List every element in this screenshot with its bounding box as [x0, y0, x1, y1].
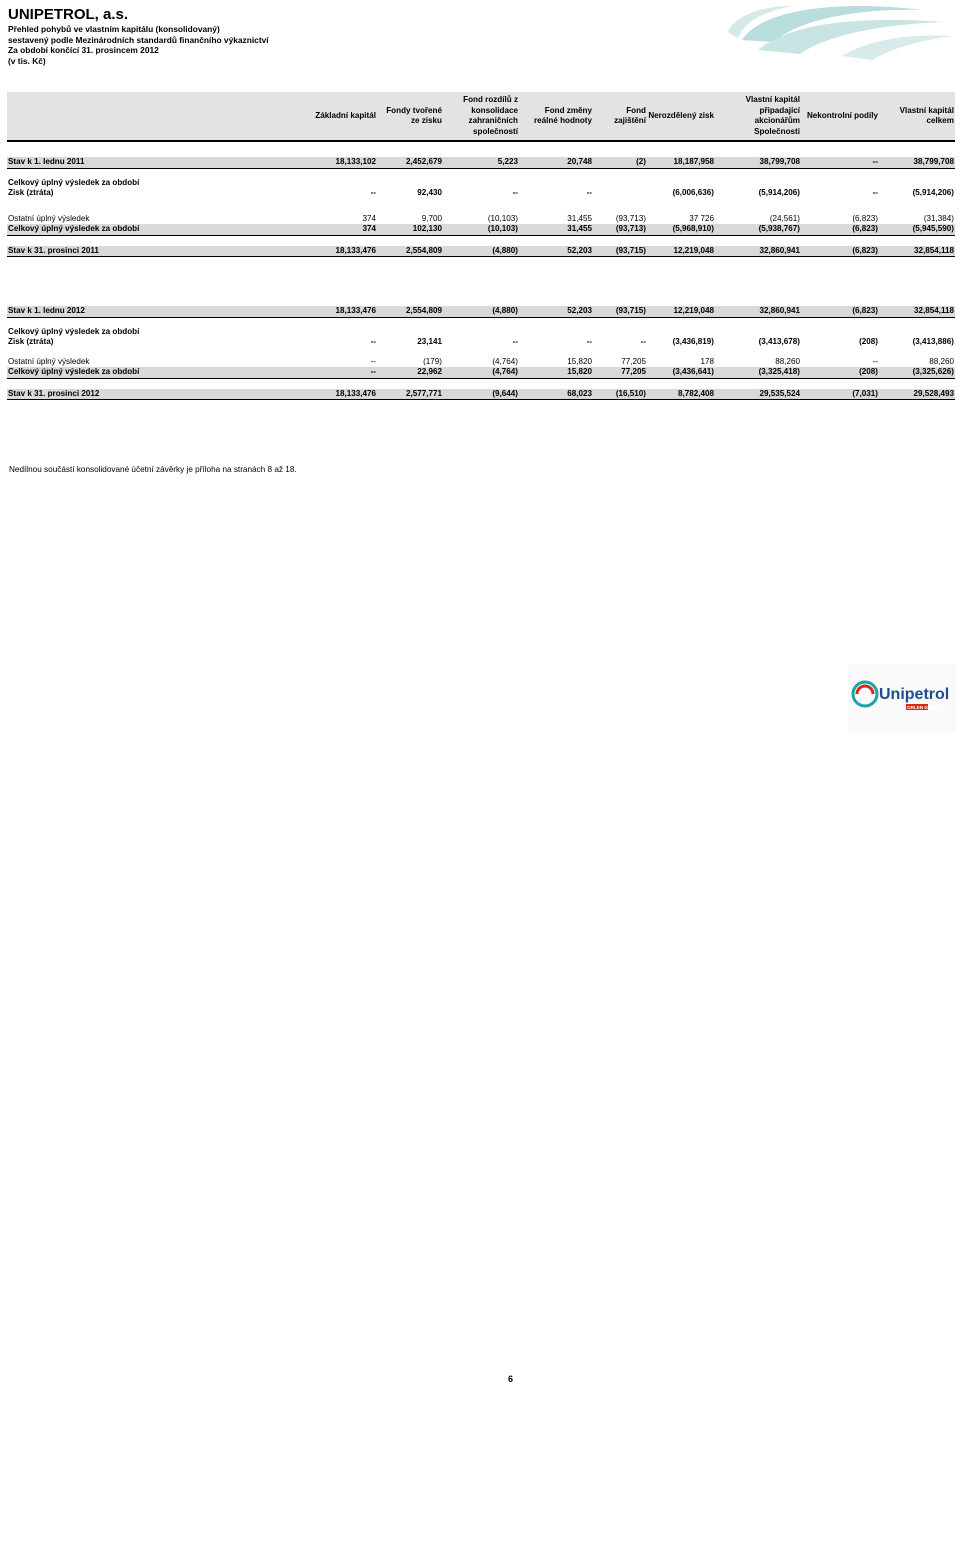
value-cell: (93,715)	[593, 306, 647, 317]
value-cell: 18,133,476	[315, 246, 377, 257]
header-label-cell	[7, 92, 315, 141]
value-cell	[801, 327, 879, 338]
value-cell: (3,436,641)	[647, 367, 715, 378]
value-cell: --	[872, 188, 878, 197]
table-row	[7, 367, 955, 378]
value-cell: 2,554,809	[377, 306, 443, 317]
value-cell: (31,384)	[923, 213, 954, 223]
value-cell: 32,854,118	[879, 306, 955, 317]
row-label: Stav k 31. prosinci 2011	[7, 246, 315, 257]
table-row	[7, 357, 955, 368]
value-cell: --	[512, 337, 518, 346]
value-cell: (4,880)	[443, 306, 519, 317]
value-cell: (6,823)	[801, 224, 879, 235]
value-cell: 2,577,771	[377, 389, 443, 400]
row-label: Celkový úplný výsledek za období	[8, 177, 140, 187]
value-cell: (10,103)	[443, 224, 519, 235]
col-header-retained-funds: Fondy tvořené ze zisku	[377, 92, 443, 141]
value-cell: (5,945,590)	[879, 224, 955, 235]
value-cell: (2)	[593, 157, 647, 168]
value-cell: 68,023	[519, 389, 593, 400]
value-cell	[443, 178, 519, 189]
table-row	[7, 214, 955, 225]
value-cell: 12,219,048	[647, 246, 715, 257]
value-cell	[647, 327, 715, 338]
value-cell: 32,854,118	[879, 246, 955, 257]
value-cell	[715, 178, 801, 189]
value-cell: (9,644)	[443, 389, 519, 400]
value-cell	[377, 327, 443, 338]
value-cell: (7,031)	[801, 389, 879, 400]
statement-title: Přehled pohybů ve vlastním kapitálu (konsolidovaný)	[8, 24, 220, 34]
value-cell	[647, 178, 715, 189]
statement-units: (v tis. Kč)	[8, 55, 46, 66]
value-cell: (10,103)	[487, 213, 518, 223]
value-cell: (6,823)	[801, 306, 879, 317]
value-cell: --	[586, 188, 592, 197]
row-label: Celkový úplný výsledek za období	[7, 367, 315, 378]
value-cell	[377, 178, 443, 189]
value-cell: 88,260	[929, 356, 954, 366]
value-cell: (179)	[423, 356, 442, 366]
value-cell: (4,764)	[492, 356, 518, 366]
value-cell: (4,880)	[443, 246, 519, 257]
value-cell	[593, 327, 647, 338]
value-cell: 8,782,408	[647, 389, 715, 400]
value-cell: 52,203	[519, 306, 593, 317]
col-header-total-equity: Vlastní kapitál celkem	[879, 92, 955, 141]
value-cell: 38,799,708	[879, 157, 955, 168]
statement-basis: sestavený podle Mezinárodních standardů finančního výkaznictví	[8, 34, 269, 45]
value-cell	[801, 178, 879, 189]
value-cell: (4,764)	[443, 367, 519, 378]
table-row	[7, 389, 955, 400]
value-cell: (3,325,418)	[715, 367, 801, 378]
value-cell: 5,223	[443, 157, 519, 168]
value-cell: (24,561)	[769, 213, 800, 223]
col-header-hedging-fund: Fond zajištění	[593, 92, 647, 141]
value-cell: 374	[315, 224, 377, 235]
value-cell: --	[586, 337, 592, 346]
value-cell: 12,219,048	[647, 306, 715, 317]
value-cell: 2,452,679	[377, 157, 443, 168]
value-cell: 9,700	[421, 213, 442, 223]
row-label: Zisk (ztráta)	[8, 337, 54, 346]
table-row	[7, 224, 955, 235]
value-cell: 20,748	[519, 157, 593, 168]
value-cell: --	[370, 337, 376, 346]
value-cell: --	[801, 157, 879, 168]
value-cell: --	[872, 356, 878, 366]
value-cell: 37 726	[689, 213, 714, 223]
table-row	[7, 157, 955, 168]
value-cell: (208)	[801, 367, 879, 378]
value-cell	[715, 327, 801, 338]
value-cell: 77,205	[621, 356, 646, 366]
value-cell: 92,430	[417, 188, 442, 197]
row-label: Zisk (ztráta)	[8, 188, 54, 197]
equity-movements-table	[7, 92, 955, 400]
value-cell: 31,455	[519, 224, 593, 235]
value-cell: --	[512, 188, 518, 197]
company-name: UNIPETROL, a.s.	[8, 6, 129, 23]
table-row	[7, 327, 955, 338]
statement-period: Za období končící 31. prosincem 2012	[8, 45, 159, 55]
logo-text: Unipetrol	[879, 686, 950, 703]
table-row	[7, 188, 955, 199]
value-cell: (208)	[859, 337, 878, 346]
row-label: Ostatní úplný výsledek	[8, 213, 90, 223]
value-cell: --	[370, 356, 376, 366]
col-header-retained-earnings: Nerozdělený zisk	[647, 92, 715, 141]
value-cell: 18,133,102	[315, 157, 377, 168]
unipetrol-logo	[848, 664, 956, 732]
value-cell: 102,130	[377, 224, 443, 235]
value-cell: (93,715)	[593, 246, 647, 257]
row-label: Stav k 1. lednu 2012	[7, 306, 315, 317]
value-cell	[315, 327, 377, 338]
value-cell: 88,260	[775, 356, 800, 366]
value-cell: (3,413,678)	[758, 337, 800, 346]
value-cell	[443, 327, 519, 338]
value-cell: (5,938,767)	[715, 224, 801, 235]
value-cell	[879, 178, 955, 189]
value-cell	[593, 188, 647, 199]
col-header-fair-value-fund: Fond změny reálné hodnoty	[519, 92, 593, 141]
value-cell: --	[370, 188, 376, 197]
row-label: Stav k 31. prosinci 2012	[7, 389, 315, 400]
col-header-non-controlling: Nekontrolní podíly	[801, 92, 879, 141]
col-header-basic-capital: Základní kapitál	[315, 92, 377, 141]
value-cell: 77,205	[593, 367, 647, 378]
value-cell: 52,203	[519, 246, 593, 257]
decorative-swirl-graphic	[722, 2, 954, 62]
footnote: Nedílnou součástí konsolidované účetní závěrky je příloha na stranách 8 až 18.	[9, 465, 297, 474]
table-row	[7, 306, 955, 317]
value-cell: 29,528,493	[879, 389, 955, 400]
value-cell: (3,325,626)	[879, 367, 955, 378]
value-cell: 18,133,476	[315, 389, 377, 400]
row-label: Celkový úplný výsledek za období	[8, 326, 140, 336]
value-cell: (16,510)	[593, 389, 647, 400]
value-cell	[519, 327, 593, 338]
value-cell: (6,823)	[852, 213, 878, 223]
row-label: Stav k 1. lednu 2011	[7, 157, 315, 168]
value-cell: (3,436,819)	[672, 337, 714, 346]
row-label: Ostatní úplný výsledek	[8, 356, 90, 366]
value-cell: (5,914,206)	[912, 188, 954, 197]
value-cell: 15,820	[519, 367, 593, 378]
table-row	[7, 337, 955, 348]
unipetrol-logo-icon	[848, 664, 956, 732]
table-row	[7, 178, 955, 189]
value-cell: 2,554,809	[377, 246, 443, 257]
document-header	[8, 6, 269, 66]
value-cell: --	[315, 367, 377, 378]
value-cell: (5,914,206)	[758, 188, 800, 197]
col-header-equity-shareholders: Vlastní kapitál připadající akcionářům Společnosti	[715, 92, 801, 141]
value-cell: 18,187,958	[647, 157, 715, 168]
value-cell: (3,413,886)	[912, 337, 954, 346]
value-cell: (5,968,910)	[647, 224, 715, 235]
table-row	[7, 246, 955, 257]
value-cell: (6,823)	[801, 246, 879, 257]
value-cell: 32,860,941	[715, 246, 801, 257]
value-cell: 18,133,476	[315, 306, 377, 317]
value-cell: 38,799,708	[715, 157, 801, 168]
value-cell: 15,820	[567, 356, 592, 366]
value-cell: 32,860,941	[715, 306, 801, 317]
value-cell: --	[640, 337, 646, 346]
logo-subtext: ORLEN GROUP	[907, 705, 942, 710]
column-header-row	[7, 92, 955, 141]
page-number: 6	[508, 1374, 514, 1384]
value-cell: 31,455	[567, 213, 592, 223]
value-cell: 374	[362, 213, 376, 223]
col-header-fx-differences: Fond rozdílů z konsolidace zahraničních společností	[443, 92, 519, 141]
value-cell	[879, 327, 955, 338]
value-cell: (93,713)	[615, 213, 646, 223]
row-label: Celkový úplný výsledek za období	[7, 224, 315, 235]
value-cell: 23,141	[417, 337, 442, 346]
value-cell: 178	[700, 356, 714, 366]
value-cell	[593, 178, 647, 189]
value-cell: (6,006,636)	[672, 188, 714, 197]
value-cell: (93,713)	[593, 224, 647, 235]
value-cell	[519, 178, 593, 189]
value-cell: 29,535,524	[715, 389, 801, 400]
value-cell	[315, 178, 377, 189]
value-cell: 22,962	[377, 367, 443, 378]
